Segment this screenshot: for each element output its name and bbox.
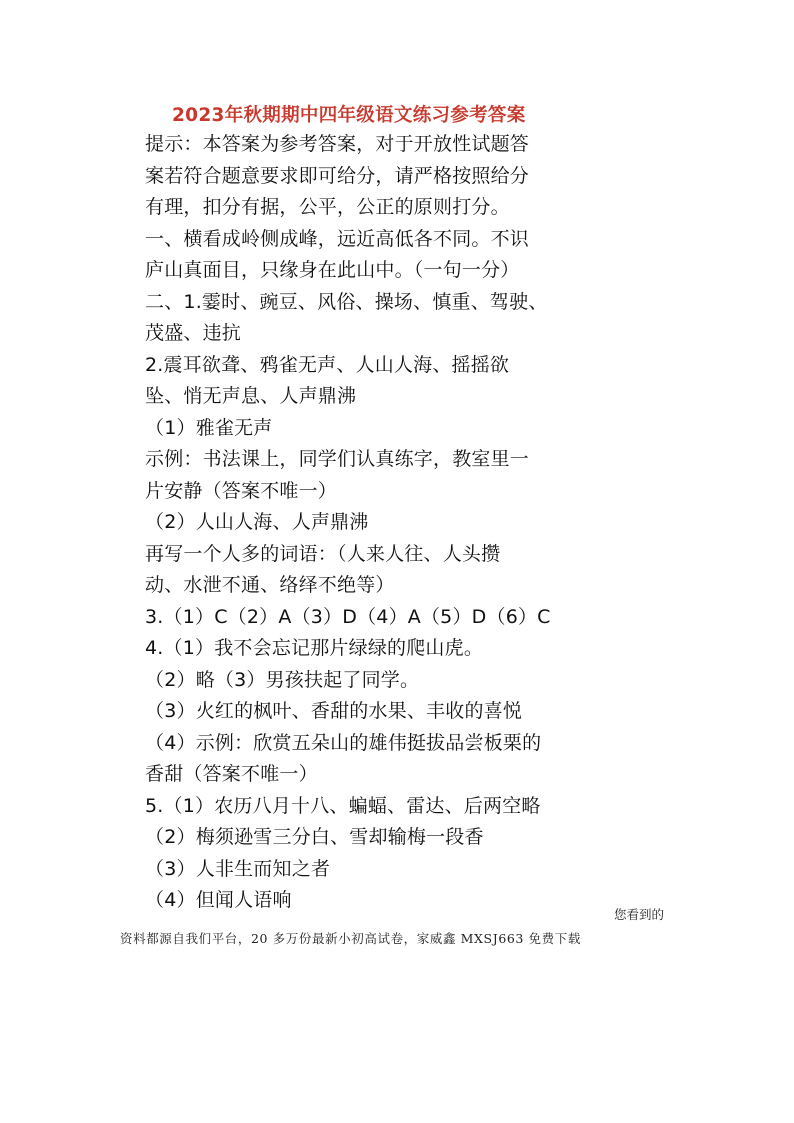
answer-line: （2）略（3）男孩扶起了同学。 <box>145 668 420 691</box>
footer-note: 您看到的 <box>614 907 665 922</box>
footer-promo-line: 资料都源自我们平台，20 多万份最新小初高试卷，家威鑫 MXSJ663 免费下载 <box>120 931 581 946</box>
answer-line: （1）雅雀无声 <box>145 416 273 439</box>
answer-line: （2）人山人海、人声鼎沸 <box>145 511 369 533</box>
document-title: 2023年秋期期中四年级语文练习参考答案 <box>172 105 526 126</box>
answer-line: （3）火红的枫叶、香甜的水果、丰收的喜悦 <box>145 700 523 722</box>
answer-line: （4）示例：欣赏五朵山的雄伟挺拔品尝板栗的 <box>145 731 542 754</box>
answer-line: 案若符合题意要求即可给分，请严格按照给分 <box>145 164 530 187</box>
answer-line: 一、横看成岭侧成峰，远近高低各不同。不识 <box>145 227 530 250</box>
answer-line: 4.（1）我不会忘记那片绿绿的爬山虎。 <box>145 637 484 659</box>
answer-line: 坠、悄无声息、人声鼎沸 <box>145 385 357 407</box>
answer-line: （4）但闻人语响 <box>145 889 292 911</box>
answer-line: 片安静（答案不唯一） <box>145 479 338 502</box>
answer-line: （3）人非生而知之者 <box>145 857 331 880</box>
answer-line: （2）梅须逊雪三分白、雪却输梅一段香 <box>145 826 484 848</box>
answer-line: 二、1.霎时、豌豆、风俗、操场、慎重、驾驶、 <box>145 290 548 313</box>
answer-line: 动、水泄不通、络绎不绝等） <box>145 574 395 596</box>
answer-body <box>145 129 615 917</box>
answer-line: 3.（1）C（2）A（3）D（4）A（5）D（6）C <box>145 605 551 628</box>
answer-line: 提示：本答案为参考答案，对于开放性试题答 <box>145 133 530 155</box>
answer-line: 茂盛、违抗 <box>145 322 242 344</box>
answer-line: 有理，扣分有据，公平，公正的原则打分。 <box>145 196 510 218</box>
answer-line: 香甜（答案不唯一） <box>145 763 318 785</box>
answer-line: 示例：书法课上，同学们认真练字，教室里一 <box>145 448 530 470</box>
answer-line: 再写一个人多的词语：（人来人往、人头攒 <box>145 542 501 565</box>
answer-line: 2.震耳欲聋、鸦雀无声、人山人海、摇摇欲 <box>145 353 510 376</box>
answer-line: 5.（1）农历八月十八、蝙蝠、雷达、后两空略 <box>145 794 541 817</box>
answer-line: 庐山真面目，只缘身在此山中。（一句一分） <box>145 259 520 281</box>
